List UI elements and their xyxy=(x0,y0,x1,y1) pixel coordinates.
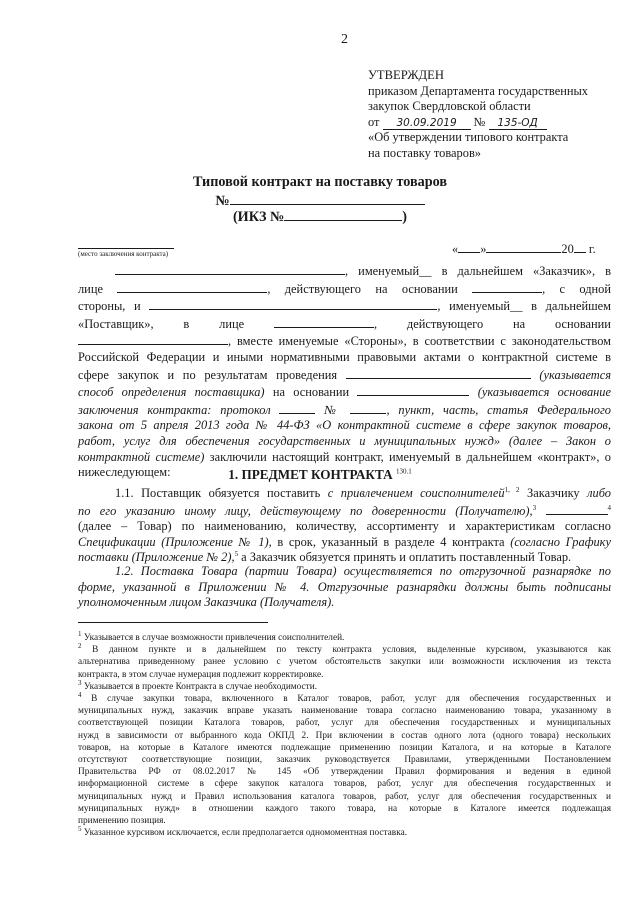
approval-date-handwritten: 30.09.2019 xyxy=(383,117,471,130)
clause-italic: (согласно Графику xyxy=(510,534,611,549)
preamble-text: лице xyxy=(219,316,245,331)
footnote-4-line-6: отсутствуют соответствующие позиции, заказчик руководствуется Правилами, утвержденными Постановлением xyxy=(78,755,611,766)
approval-heading: УТВЕРЖДЕН xyxy=(368,68,444,82)
clause-1-1 xyxy=(78,486,611,566)
footnote-ref: 1, 2 xyxy=(504,485,520,494)
clause-1-1-line-4 xyxy=(78,535,611,551)
footnote-ref: 3 xyxy=(532,503,537,512)
footnote-num: 2 xyxy=(78,642,82,651)
preamble-line-3 xyxy=(78,297,611,315)
preamble-text: , именуемый__ в дальнейшем «Заказчик», в xyxy=(345,264,611,278)
preamble-text: на основании xyxy=(264,385,350,400)
customer-blank xyxy=(115,262,345,275)
preamble-italic: закона от 5 апреля 2013 года № 44-ФЗ «О контрактной системе в сфере закупок товаров, xyxy=(78,418,611,433)
goods-blank xyxy=(546,502,608,515)
preamble-italic: заключения контракта: протокол xyxy=(78,402,271,417)
footnote-separator xyxy=(78,622,268,623)
preamble-line-13: нижеследующем: xyxy=(78,465,171,480)
clause-italic: либо xyxy=(587,486,612,500)
page-number: 2 xyxy=(341,32,348,47)
footnote-4-line-3: соответствующей позиции Каталога товаров, работ, услуг для обеспечения государственных и муниципальных xyxy=(78,718,611,729)
footnote-4-line-4: нужд в зависимости от выбранного кода ОКПД 2. При включении в состав одного лота (одного товара) нескольких xyxy=(78,730,611,741)
preamble-italic: (указывается xyxy=(539,367,611,382)
clause-1-2 xyxy=(78,564,611,611)
date-year: 20 xyxy=(561,242,574,256)
supplier-rep-blank xyxy=(274,315,374,328)
section-1-heading xyxy=(0,467,640,483)
preamble xyxy=(78,262,611,481)
preamble-line-2 xyxy=(78,280,611,298)
footnote-4-line-7: Правительства РФ от 08.02.2017 № 145 «Об утверждении Правил формирования и ведения в единой xyxy=(78,767,611,778)
preamble-text: , именуемый__ в дальнейшем xyxy=(437,299,611,314)
date-suffix: г. xyxy=(588,242,596,256)
ikz-line xyxy=(0,208,640,226)
protocol-number-blank xyxy=(350,401,386,414)
section-1-ref: 130.1 xyxy=(395,467,412,476)
date-year-blank xyxy=(574,240,586,253)
contract-number-blank xyxy=(230,192,425,205)
footnote-num: 1 xyxy=(78,629,82,638)
date-close-quote: » xyxy=(480,242,487,256)
footnote-4-line-8: информационной системе в сфере закупок каталога товаров, работ, услуг для обеспечения государственных и xyxy=(78,779,611,790)
approval-date-line xyxy=(368,115,588,131)
preamble-line-12 xyxy=(78,450,611,466)
footnote-text: Указанное курсивом исключается, если предполагается одномоментная поставка. xyxy=(81,828,408,839)
preamble-text: , вместе именуемые «Стороны», в соответствии с законодательством xyxy=(228,334,611,349)
clause-1-1-line-2 xyxy=(78,502,611,520)
footnote-text: Указывается в случае возможности привлечения соисполнителей. xyxy=(81,633,345,643)
preamble-text: , с одной xyxy=(542,281,611,296)
procurement-method-blank xyxy=(346,366,531,379)
place-block xyxy=(78,244,174,258)
preamble-italic: работ, услуг для обеспечения государственных и муниципальных нужд» (далее – Закон о xyxy=(78,433,611,448)
preamble-text: «Поставщик», xyxy=(78,316,154,331)
preamble-italic: контрактной системе) xyxy=(78,449,205,464)
preamble-text: заключили настоящий контракт, именуемый в дальнейшем «контракт», о xyxy=(204,449,612,464)
date-month-blank xyxy=(486,240,561,253)
approval-order-title-2: на поставку товаров» xyxy=(368,145,481,160)
preamble-line-5 xyxy=(78,332,611,350)
clause-1-1-line-1 xyxy=(78,486,611,502)
preamble-italic: , пункт, часть, статья Федерального xyxy=(386,402,611,417)
clause-italic: поставки (Приложение № 2), xyxy=(78,550,235,565)
clause-1-2-line-3 xyxy=(78,595,611,611)
preamble-text: , действующего на основании xyxy=(267,281,458,296)
footnote-ref: 5 xyxy=(234,550,239,559)
clause-italic: с привлечением соисполнителей xyxy=(327,486,505,500)
preamble-text: в xyxy=(183,316,190,331)
footnote-2-line-2: альтернатива приведенному ранее условию с учетом обстоятельств закупки или возможности исключения из текста xyxy=(78,657,611,668)
footnote-2-line-3: контракта, в этом случае нумерация подлежит корректировке. xyxy=(78,669,324,680)
protocol-blank xyxy=(279,401,315,414)
preamble-line-1 xyxy=(78,262,611,280)
preamble-text: , xyxy=(373,316,378,331)
footnote-3 xyxy=(78,678,611,693)
preamble-line-9 xyxy=(78,401,611,419)
customer-basis-blank xyxy=(472,280,542,293)
footnote-num: 5 xyxy=(78,825,82,834)
preamble-italic: (указывается основание xyxy=(477,385,611,400)
clause-italic: Спецификации (Приложение № 1), xyxy=(78,534,272,549)
footnote-4-line-1 xyxy=(78,690,611,705)
footnote-num: 4 xyxy=(78,690,82,699)
preamble-text: действующего xyxy=(406,316,484,331)
preamble-line-11 xyxy=(78,434,611,450)
footnote-4-line-2: муниципальных нужд, заказчик вправе указать наименование товара согласно наименованию товара, указанному в xyxy=(78,706,611,717)
clause-italic: 1.2. Поставка Товара (партии Товара) осуществляется по отгрузочной разнарядке по xyxy=(115,564,611,578)
preamble-text: стороны, и xyxy=(78,299,141,314)
approval-line-1: приказом Департамента государственных xyxy=(368,83,588,98)
ikz-close: ) xyxy=(402,209,408,225)
clause-text: 1.1. Поставщик обязуется поставить xyxy=(115,486,328,500)
preamble-italic: способ определения поставщика) xyxy=(78,385,265,400)
approval-block xyxy=(368,68,588,161)
footnote-2-line-1 xyxy=(78,644,611,656)
supplier-blank xyxy=(149,297,437,310)
preamble-text: на xyxy=(513,316,526,331)
preamble-line-6: Российской Федерации и иными нормативными правовыми актами о контрактной системе в xyxy=(78,349,611,364)
date-line xyxy=(452,240,596,257)
clause-1-2-line-1 xyxy=(78,564,611,580)
approval-order-title-1: «Об утверждении типового контракта xyxy=(368,130,569,144)
place-label: (место заключения контракта) xyxy=(78,250,169,258)
clause-text: в срок, указанный в разделе 4 контракта xyxy=(271,534,511,549)
clause-text: Заказчику xyxy=(519,486,588,500)
footnote-5 xyxy=(78,827,611,839)
clause-italic: форме, указанной в Приложении № 4. Отгрузочные разнарядки должны быть подписаны xyxy=(78,579,611,594)
date-open-quote: « xyxy=(452,242,459,256)
clause-italic: уполномоченным лицом Заказчика (Получателя). xyxy=(78,595,335,610)
footnotes xyxy=(78,629,611,839)
footnote-text: В данном пункте и в дальнейшем по тексту контракта условия, выделенные курсивом, указываются как xyxy=(81,645,611,656)
footnote-ref: 4 xyxy=(607,503,611,512)
supplier-basis-blank xyxy=(78,332,228,345)
contract-title: Типовой контракт на поставку товаров xyxy=(192,174,448,190)
preamble-line-4 xyxy=(78,315,611,333)
clause-1-2-line-2 xyxy=(78,580,611,596)
contract-number-label: № xyxy=(215,193,230,209)
section-1-title: 1. ПРЕДМЕТ КОНТРАКТА xyxy=(228,467,393,482)
preamble-italic: № xyxy=(324,402,342,417)
preamble-line-7 xyxy=(78,366,611,384)
preamble-line-8 xyxy=(78,383,611,401)
approval-from: от xyxy=(368,114,380,129)
clause-italic: по его указанию иному лицу, действующему по доверенности (Получателю), xyxy=(78,503,533,518)
preamble-text: лице xyxy=(78,281,103,296)
date-day-blank xyxy=(458,240,480,253)
preamble-text: основании xyxy=(555,316,611,331)
clause-1-1-line-3: (далее – Товар) по наименованию, количеству, ассортименту и характеристикам согласно xyxy=(78,519,611,534)
footnote-text: В случае закупки товара, включенного в Каталог товаров, работ, услуг для обеспечения государственных и xyxy=(81,694,611,705)
clause-text: а Заказчик обязуется принять и оплатить поставленный Товар. xyxy=(238,550,572,565)
footnote-4-line-9: муниципальных нужд и Правил использования каталога товаров, работ, услуг для обеспечения государственных и xyxy=(78,791,611,802)
footnote-text: Указывается в проекте Контракта в случае необходимости. xyxy=(81,681,318,692)
footnote-4-line-10: муниципальных нужд» в отношении каждого такого товара, на которые в Каталоге имеется подлежащая xyxy=(78,803,611,814)
footnote-1 xyxy=(78,629,611,644)
place-blank xyxy=(78,244,174,249)
basis-blank xyxy=(357,383,469,396)
footnote-4-line-11: применению позиция. xyxy=(78,816,166,827)
ikz-open: (ИКЗ № xyxy=(232,209,285,225)
preamble-line-10 xyxy=(78,418,611,434)
preamble-text: сфере закупок и по результатам проведения xyxy=(78,367,338,382)
approval-line-2: закупок Свердловской области xyxy=(368,99,531,113)
footnote-num: 3 xyxy=(78,678,82,687)
customer-rep-blank xyxy=(117,280,267,293)
approval-number-label: № xyxy=(473,114,486,129)
footnote-4-line-5: товаров, на которые в Каталоге имеются подлежащие применению позиции Каталога, и на которые в Каталоге xyxy=(78,742,611,753)
ikz-blank xyxy=(284,208,402,221)
approval-number-handwritten: 135-ОД xyxy=(489,117,547,130)
